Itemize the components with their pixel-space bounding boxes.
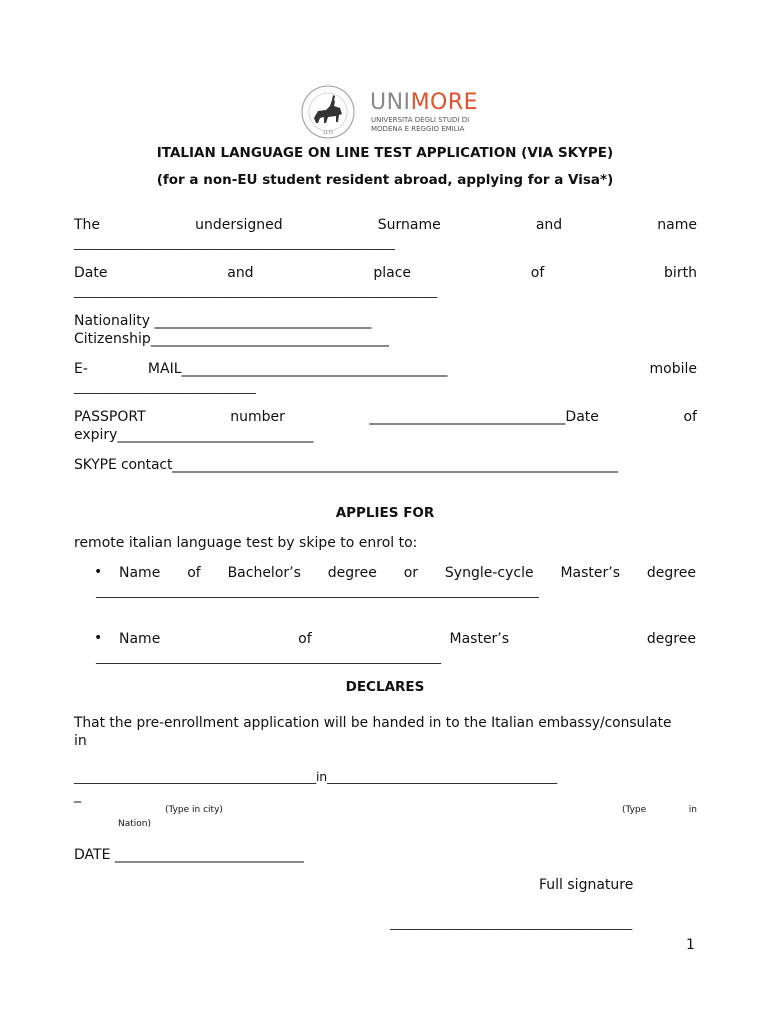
applies-for-heading: APPLIES FOR <box>335 505 435 521</box>
word: Surname <box>377 217 441 233</box>
master-row <box>119 630 696 648</box>
word: number <box>230 409 285 425</box>
bachelor-degree-field[interactable]: ___________________________________________________________________________ <box>96 583 539 598</box>
master-degree-field[interactable]: _________________________________________________________ <box>96 649 441 664</box>
word: of <box>298 631 312 647</box>
page-title: ITALIAN LANGUAGE ON LINE TEST APPLICATION (VIA SKYPE) <box>156 145 614 161</box>
word: and <box>535 217 563 233</box>
word: or <box>403 565 419 581</box>
bullet-dot: • <box>94 564 103 580</box>
brand-more: MORE <box>410 90 479 115</box>
bullet-dot: • <box>94 630 103 646</box>
word: Syngle-cycle <box>444 565 534 581</box>
word: place <box>373 265 412 281</box>
word: Master’s <box>560 565 621 581</box>
word: in <box>688 805 697 815</box>
word: of <box>187 565 201 581</box>
word: mobile <box>649 361 697 377</box>
declares-text-2: in <box>74 733 87 749</box>
mobile-field[interactable]: ______________________________ <box>74 379 256 394</box>
word: birth <box>664 265 697 281</box>
page-subtitle: (for a non-EU student resident abroad, applying for a Visa*) <box>156 172 614 188</box>
word: of <box>530 265 545 281</box>
word: Date <box>74 265 108 281</box>
email-row <box>74 360 697 378</box>
email-field[interactable]: MAIL______________________________________ <box>147 361 448 377</box>
word: degree <box>646 565 696 581</box>
type-nation-end: Nation) <box>118 819 151 829</box>
signature-label: Full signature <box>539 877 634 893</box>
page-number: 1 <box>686 937 695 953</box>
word: E- <box>74 361 88 377</box>
signature-field[interactable]: ________________________________________ <box>390 915 633 930</box>
date-field[interactable]: DATE ___________________________ <box>74 847 304 863</box>
declares-text-1: That the pre-enrollment application will be handed in to the Italian embassy/consulate <box>74 715 672 731</box>
word: of <box>683 409 697 425</box>
bachelor-row <box>119 564 696 582</box>
logo-subtitle-2: MODENA E REGGIO EMILIA <box>371 125 465 133</box>
logo-subtitle-1: UNIVERSITÀ DEGLI STUDI DI <box>371 116 470 124</box>
word: Bachelor’s <box>227 565 301 581</box>
passport-expiry-field[interactable]: expiry____________________________ <box>74 427 314 443</box>
word: undersigned <box>195 217 283 233</box>
university-seal-icon <box>296 84 362 140</box>
svg-text:1175: 1175 <box>322 130 334 135</box>
word: The <box>74 217 101 233</box>
word: Master’s <box>449 631 510 647</box>
word: (Type <box>622 805 647 815</box>
skype-field[interactable]: SKYPE contact_________________________________________________________________ <box>74 457 618 473</box>
citizenship-field[interactable]: Citizenship__________________________________ <box>74 331 389 347</box>
word: and <box>227 265 254 281</box>
word: Name <box>119 631 161 647</box>
embassy-underscore: _ <box>74 787 81 803</box>
birth-row <box>74 264 697 282</box>
undersigned-row <box>74 216 697 234</box>
word: degree <box>646 631 696 647</box>
word: name <box>657 217 697 233</box>
brand-uni: UNI <box>370 90 411 115</box>
nationality-field[interactable]: Nationality _______________________________ <box>74 313 372 329</box>
passport-number-field[interactable]: ____________________________Date <box>369 409 599 425</box>
word: degree <box>327 565 377 581</box>
embassy-city-nation-field[interactable]: ________________________________________in______________________________________ <box>74 769 557 784</box>
type-nation-hint <box>622 804 697 816</box>
word: PASSPORT <box>74 409 146 425</box>
word: Name <box>119 565 161 581</box>
applies-intro: remote italian language test by skipe to enrol to: <box>74 535 418 551</box>
passport-row <box>74 408 697 426</box>
surname-name-field[interactable]: _____________________________________________________ <box>74 235 395 250</box>
university-logo <box>296 84 479 138</box>
type-city-hint: (Type in city) <box>165 805 223 815</box>
birth-field[interactable]: ____________________________________________________________ <box>74 283 438 298</box>
declares-heading: DECLARES <box>345 679 425 695</box>
